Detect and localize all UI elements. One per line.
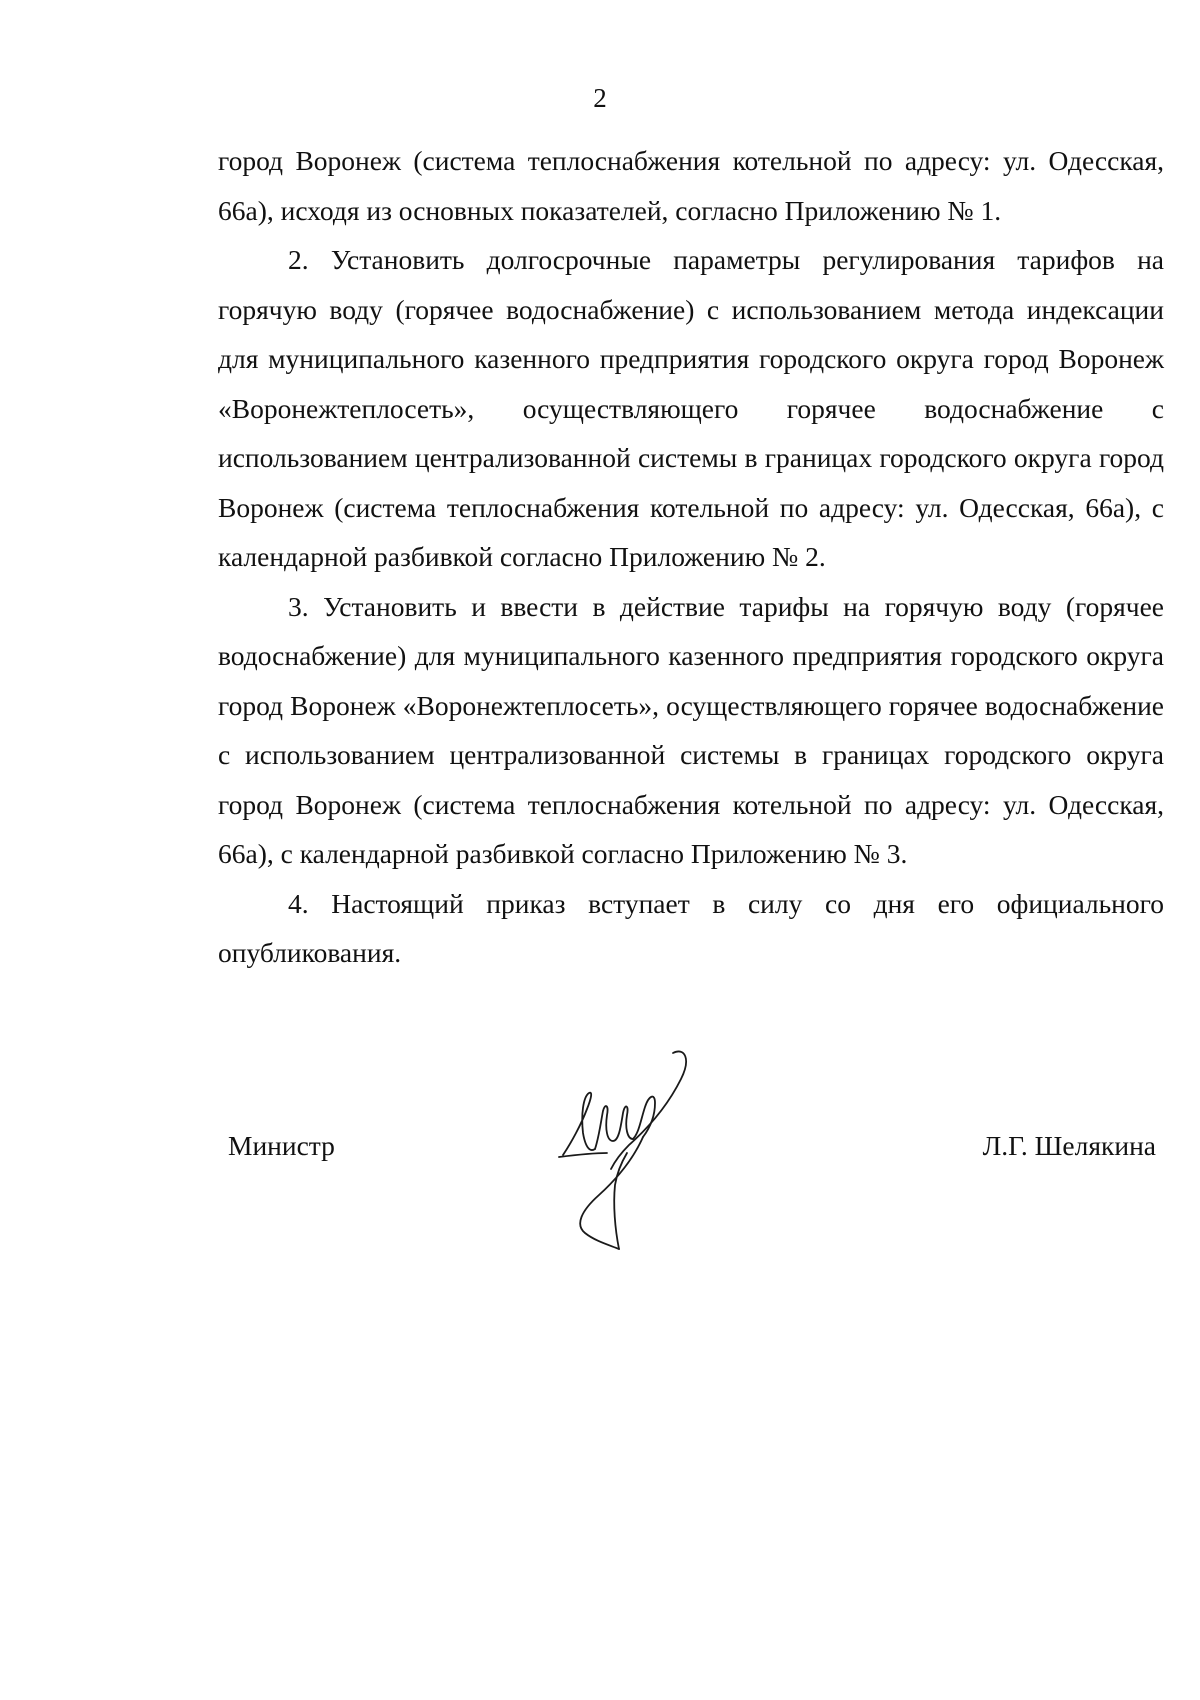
paragraph-continuation: город Воронеж (система теплоснабжения котельной по адресу: ул. Одесская, 66а), исходя из основных показателей, согласно Приложению № 1. <box>218 145 1164 226</box>
paragraph-item-2: 2. Установить долгосрочные параметры регулирования тарифов на горячую воду (горячее водоснабжение) с использованием метода индексации для муниципального казенного предприятия городского округа город Воронеж «Воронежтеплосеть», осуществляющего горячее водоснабжение с использованием централизованной системы в границах городского округа город Воронеж (система теплоснабжения котельной по адресу: ул. Одесская, 66а), с календарной разбивкой согласно Приложению № 2. <box>218 244 1164 572</box>
signatory-title: Министр <box>228 1130 335 1161</box>
handwritten-signature <box>555 1045 705 1255</box>
signatory-name: Л.Г. Шелякина <box>982 1130 1156 1161</box>
page-number: 2 <box>593 83 607 113</box>
paragraph-item-4: 4. Настоящий приказ вступает в силу со дня его официального опубликования. <box>218 887 1164 968</box>
document-body <box>218 136 1164 978</box>
paragraph-item-3: 3. Установить и ввести в действие тарифы на горячую воду (горячее водоснабжение) для муниципального казенного предприятия городского округа город Воронеж «Воронежтеплосеть», осуществляющего горячее водоснабжение с использованием централизованной системы в границах городского округа город Воронеж (система теплоснабжения котельной по адресу: ул. Одесская, 66а), с календарной разбивкой согласно Приложению № 3. <box>218 590 1164 869</box>
